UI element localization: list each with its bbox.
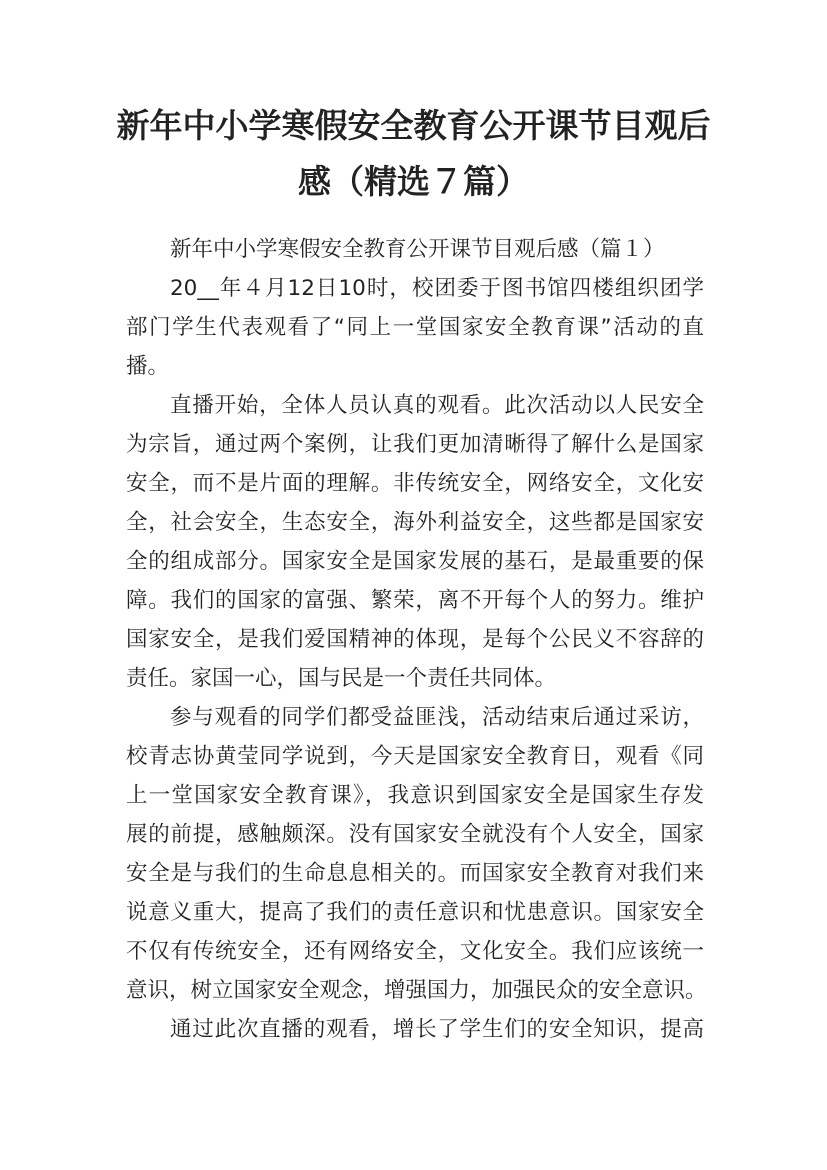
paragraph-3-line-4: 展的前提，感触颇深。没有国家安全就没有个人安全，国家 [126, 822, 704, 847]
paragraph-2-line-1: 直播开始，全体人员认真的观看。此次活动以人民安全 [170, 393, 704, 418]
section-heading: 新年中小学寒假安全教育公开课节目观后感（篇１） [170, 237, 665, 262]
paragraph-2-line-2: 为宗旨，通过两个案例，让我们更加清晰得了解什么是国家 [126, 432, 704, 457]
paragraph-2-line-5: 全的组成部分。国家安全是国家发展的基石，是最重要的保 [126, 549, 704, 574]
paragraph-3-line-7: 不仅有传统安全，还有网络安全，文化安全。我们应该统一 [126, 939, 704, 964]
document-title [100, 98, 727, 210]
paragraph-3-line-5: 安全是与我们的生命息息相关的。而国家安全教育对我们来 [126, 861, 704, 886]
paragraph-2-line-3: 安全，而不是片面的理解。非传统安全，网络安全，文化安 [126, 471, 704, 496]
paragraph-1-line-1: 20__年４月12日10时，校团委于图书馆四楼组织团学 [170, 276, 704, 301]
paragraph-1-line-3: 播。 [126, 354, 170, 379]
paragraph-3-line-3: 上一堂国家安全教育课》，我意识到国家安全是国家生存发 [126, 783, 704, 808]
paragraph-2-line-8: 责任。家国一心，国与民是一个责任共同体。 [126, 666, 557, 691]
title-line-2: 感（精选７篇） [298, 162, 529, 201]
paragraph-3-line-6: 说意义重大，提高了我们的责任意识和忧患意识。国家安全 [126, 900, 704, 925]
paragraph-2-line-6: 障。我们的国家的富强、繁荣，离不开每个人的努力。维护 [126, 588, 704, 613]
document-body [126, 230, 707, 1049]
title-line-1: 新年中小学寒假安全教育公开课节目观后 [116, 106, 711, 145]
paragraph-4-line-1: 通过此次直播的观看，增长了学生们的安全知识，提高 [170, 1017, 704, 1042]
paragraph-3-line-8: 意识，树立国家安全观念，增强国力，加强民众的安全意识。 [126, 978, 707, 1003]
paragraph-1-line-2: 部门学生代表观看了“同上一堂国家安全教育课”活动的直 [126, 315, 704, 340]
paragraph-2-line-4: 全，社会安全，生态安全，海外利益安全，这些都是国家安 [126, 510, 704, 535]
paragraph-3-line-1: 参与观看的同学们都受益匪浅，活动结束后通过采访， [170, 705, 704, 730]
paragraph-3-line-2: 校青志协黄莹同学说到，今天是国家安全教育日，观看《同 [126, 744, 704, 769]
paragraph-2-line-7: 国家安全，是我们爱国精神的体现，是每个公民义不容辞的 [126, 627, 704, 652]
